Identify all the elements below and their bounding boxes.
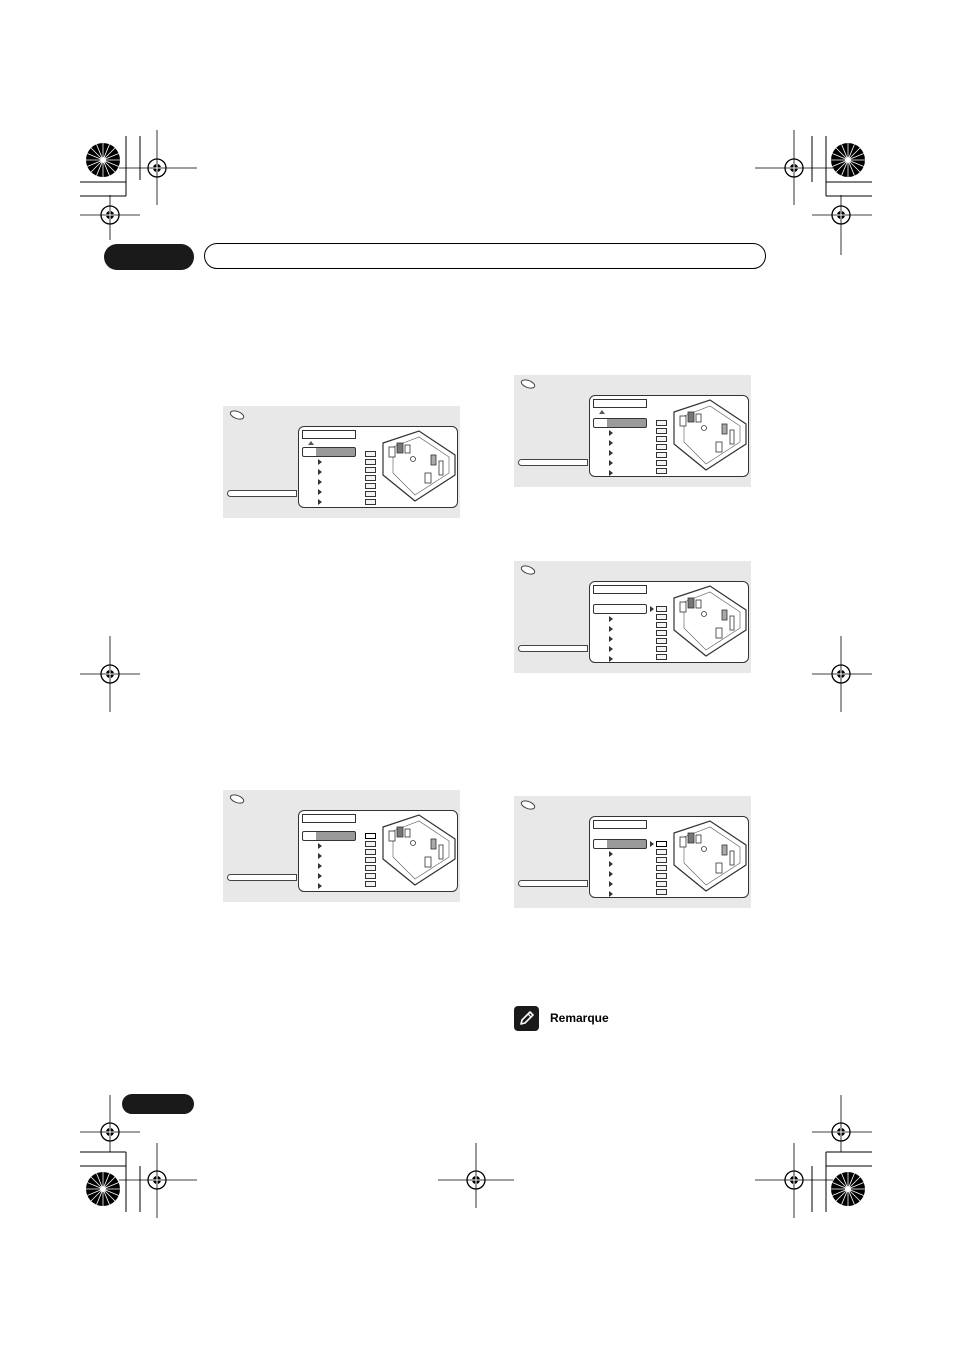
play-arrow-icon bbox=[318, 459, 322, 465]
menu-item[interactable] bbox=[593, 634, 647, 644]
progress-bar bbox=[518, 880, 588, 887]
room-diagram-icon bbox=[670, 819, 748, 895]
menu-item[interactable] bbox=[593, 448, 647, 458]
menu-item[interactable] bbox=[593, 644, 647, 654]
speaker-button[interactable] bbox=[656, 460, 667, 466]
speaker-button[interactable] bbox=[656, 873, 667, 879]
dialog-title-field bbox=[593, 820, 647, 829]
menu-item[interactable] bbox=[593, 879, 647, 889]
speaker-button[interactable] bbox=[656, 889, 667, 895]
menu-item[interactable] bbox=[593, 428, 647, 438]
menu-item[interactable] bbox=[302, 497, 356, 507]
setup-dialog bbox=[589, 581, 749, 663]
speaker-button[interactable] bbox=[365, 491, 376, 497]
room-diagram-icon bbox=[379, 813, 457, 889]
speaker-button[interactable] bbox=[656, 841, 667, 847]
pointer-arrow-icon bbox=[650, 841, 654, 847]
screen-panel-2 bbox=[514, 375, 751, 487]
speaker-button[interactable] bbox=[656, 436, 667, 442]
play-arrow-icon bbox=[609, 851, 613, 857]
menu-item[interactable] bbox=[593, 839, 647, 849]
play-arrow-icon bbox=[609, 861, 613, 867]
play-arrow-icon bbox=[318, 873, 322, 879]
menu-item[interactable] bbox=[302, 871, 356, 881]
dialog-title-field bbox=[302, 814, 356, 823]
menu-item[interactable] bbox=[302, 851, 356, 861]
speaker-buttons bbox=[656, 841, 667, 897]
play-arrow-icon bbox=[609, 440, 613, 446]
play-arrow-icon bbox=[609, 636, 613, 642]
play-arrow-icon bbox=[609, 470, 613, 476]
menu-item[interactable] bbox=[593, 859, 647, 869]
speaker-button[interactable] bbox=[365, 483, 376, 489]
play-arrow-icon bbox=[609, 891, 613, 897]
room-diagram-icon bbox=[670, 398, 748, 474]
menu-item[interactable] bbox=[593, 624, 647, 634]
speaker-button[interactable] bbox=[656, 614, 667, 620]
room-diagram-icon bbox=[379, 429, 457, 505]
play-arrow-icon bbox=[609, 656, 613, 662]
menu-item[interactable] bbox=[302, 467, 356, 477]
disc-icon bbox=[520, 565, 536, 575]
speaker-button[interactable] bbox=[365, 881, 376, 887]
screen-panel-3 bbox=[514, 561, 751, 673]
play-arrow-icon bbox=[318, 489, 322, 495]
menu-item[interactable] bbox=[302, 831, 356, 841]
menu-item[interactable] bbox=[302, 447, 356, 457]
menu-item[interactable] bbox=[302, 477, 356, 487]
setup-dialog bbox=[298, 426, 458, 508]
progress-bar bbox=[518, 459, 588, 466]
speaker-button[interactable] bbox=[656, 606, 667, 612]
speaker-button[interactable] bbox=[656, 654, 667, 660]
setup-dialog bbox=[589, 816, 749, 898]
disc-icon bbox=[520, 379, 536, 389]
dialog-title-field bbox=[593, 399, 647, 408]
speaker-buttons bbox=[365, 451, 376, 507]
play-arrow-icon bbox=[318, 479, 322, 485]
speaker-button[interactable] bbox=[656, 881, 667, 887]
speaker-button[interactable] bbox=[656, 857, 667, 863]
speaker-button[interactable] bbox=[656, 452, 667, 458]
pencil-icon bbox=[514, 1006, 539, 1031]
speaker-button[interactable] bbox=[656, 646, 667, 652]
menu-item[interactable] bbox=[593, 654, 647, 664]
play-arrow-icon bbox=[318, 843, 322, 849]
speaker-button[interactable] bbox=[656, 468, 667, 474]
menu-item[interactable] bbox=[302, 487, 356, 497]
pointer-arrow-icon bbox=[650, 606, 654, 612]
speaker-buttons bbox=[656, 606, 667, 662]
progress-bar bbox=[518, 645, 588, 652]
speaker-button[interactable] bbox=[365, 451, 376, 457]
play-arrow-icon bbox=[609, 430, 613, 436]
play-arrow-icon bbox=[609, 616, 613, 622]
play-arrow-icon bbox=[318, 863, 322, 869]
dialog-title-field bbox=[593, 585, 647, 594]
menu-item[interactable] bbox=[593, 869, 647, 879]
speaker-button[interactable] bbox=[365, 849, 376, 855]
screen-panel-4 bbox=[223, 790, 460, 902]
screen-panel-5 bbox=[514, 796, 751, 908]
speaker-menu bbox=[593, 418, 647, 478]
menu-item[interactable] bbox=[302, 841, 356, 851]
play-arrow-icon bbox=[318, 883, 322, 889]
progress-bar bbox=[227, 874, 297, 881]
speaker-button[interactable] bbox=[656, 865, 667, 871]
setup-dialog bbox=[298, 810, 458, 892]
speaker-button[interactable] bbox=[365, 833, 376, 839]
menu-item[interactable] bbox=[302, 457, 356, 467]
speaker-button[interactable] bbox=[365, 467, 376, 473]
speaker-button[interactable] bbox=[656, 420, 667, 426]
play-arrow-icon bbox=[318, 499, 322, 505]
setup-dialog bbox=[589, 395, 749, 477]
play-arrow-icon bbox=[318, 469, 322, 475]
play-arrow-icon bbox=[609, 871, 613, 877]
subwoofer-icon bbox=[307, 440, 315, 446]
play-arrow-icon bbox=[609, 626, 613, 632]
speaker-button[interactable] bbox=[656, 849, 667, 855]
room-diagram-icon bbox=[670, 584, 748, 660]
play-arrow-icon bbox=[609, 460, 613, 466]
speaker-menu bbox=[593, 839, 647, 899]
speaker-button[interactable] bbox=[656, 444, 667, 450]
subwoofer-icon bbox=[598, 409, 606, 415]
speaker-menu bbox=[302, 831, 356, 891]
speaker-button[interactable] bbox=[656, 638, 667, 644]
menu-item[interactable] bbox=[593, 889, 647, 899]
speaker-button[interactable] bbox=[365, 865, 376, 871]
speaker-button[interactable] bbox=[365, 499, 376, 505]
speaker-buttons bbox=[365, 833, 376, 889]
speaker-buttons bbox=[656, 420, 667, 476]
play-arrow-icon bbox=[609, 450, 613, 456]
speaker-button[interactable] bbox=[365, 857, 376, 863]
speaker-button[interactable] bbox=[656, 630, 667, 636]
menu-item[interactable] bbox=[593, 438, 647, 448]
menu-item[interactable] bbox=[593, 468, 647, 478]
disc-icon bbox=[229, 410, 245, 420]
menu-item[interactable] bbox=[593, 849, 647, 859]
play-arrow-icon bbox=[609, 646, 613, 652]
menu-item[interactable] bbox=[302, 861, 356, 871]
screen-panel-1 bbox=[223, 406, 460, 518]
menu-item[interactable] bbox=[593, 614, 647, 624]
progress-bar bbox=[227, 490, 297, 497]
dialog-title-field bbox=[302, 430, 356, 439]
disc-icon bbox=[520, 800, 536, 810]
speaker-button[interactable] bbox=[656, 428, 667, 434]
speaker-button[interactable] bbox=[365, 459, 376, 465]
speaker-menu bbox=[593, 604, 647, 664]
disc-icon bbox=[229, 794, 245, 804]
menu-item[interactable] bbox=[302, 881, 356, 891]
menu-item[interactable] bbox=[593, 418, 647, 428]
menu-item[interactable] bbox=[593, 458, 647, 468]
speaker-button[interactable] bbox=[365, 475, 376, 481]
menu-item[interactable] bbox=[593, 604, 647, 614]
speaker-button[interactable] bbox=[365, 841, 376, 847]
note-heading: Remarque bbox=[550, 1011, 609, 1025]
play-arrow-icon bbox=[318, 853, 322, 859]
play-arrow-icon bbox=[609, 881, 613, 887]
speaker-menu bbox=[302, 447, 356, 507]
speaker-button[interactable] bbox=[656, 622, 667, 628]
speaker-button[interactable] bbox=[365, 873, 376, 879]
